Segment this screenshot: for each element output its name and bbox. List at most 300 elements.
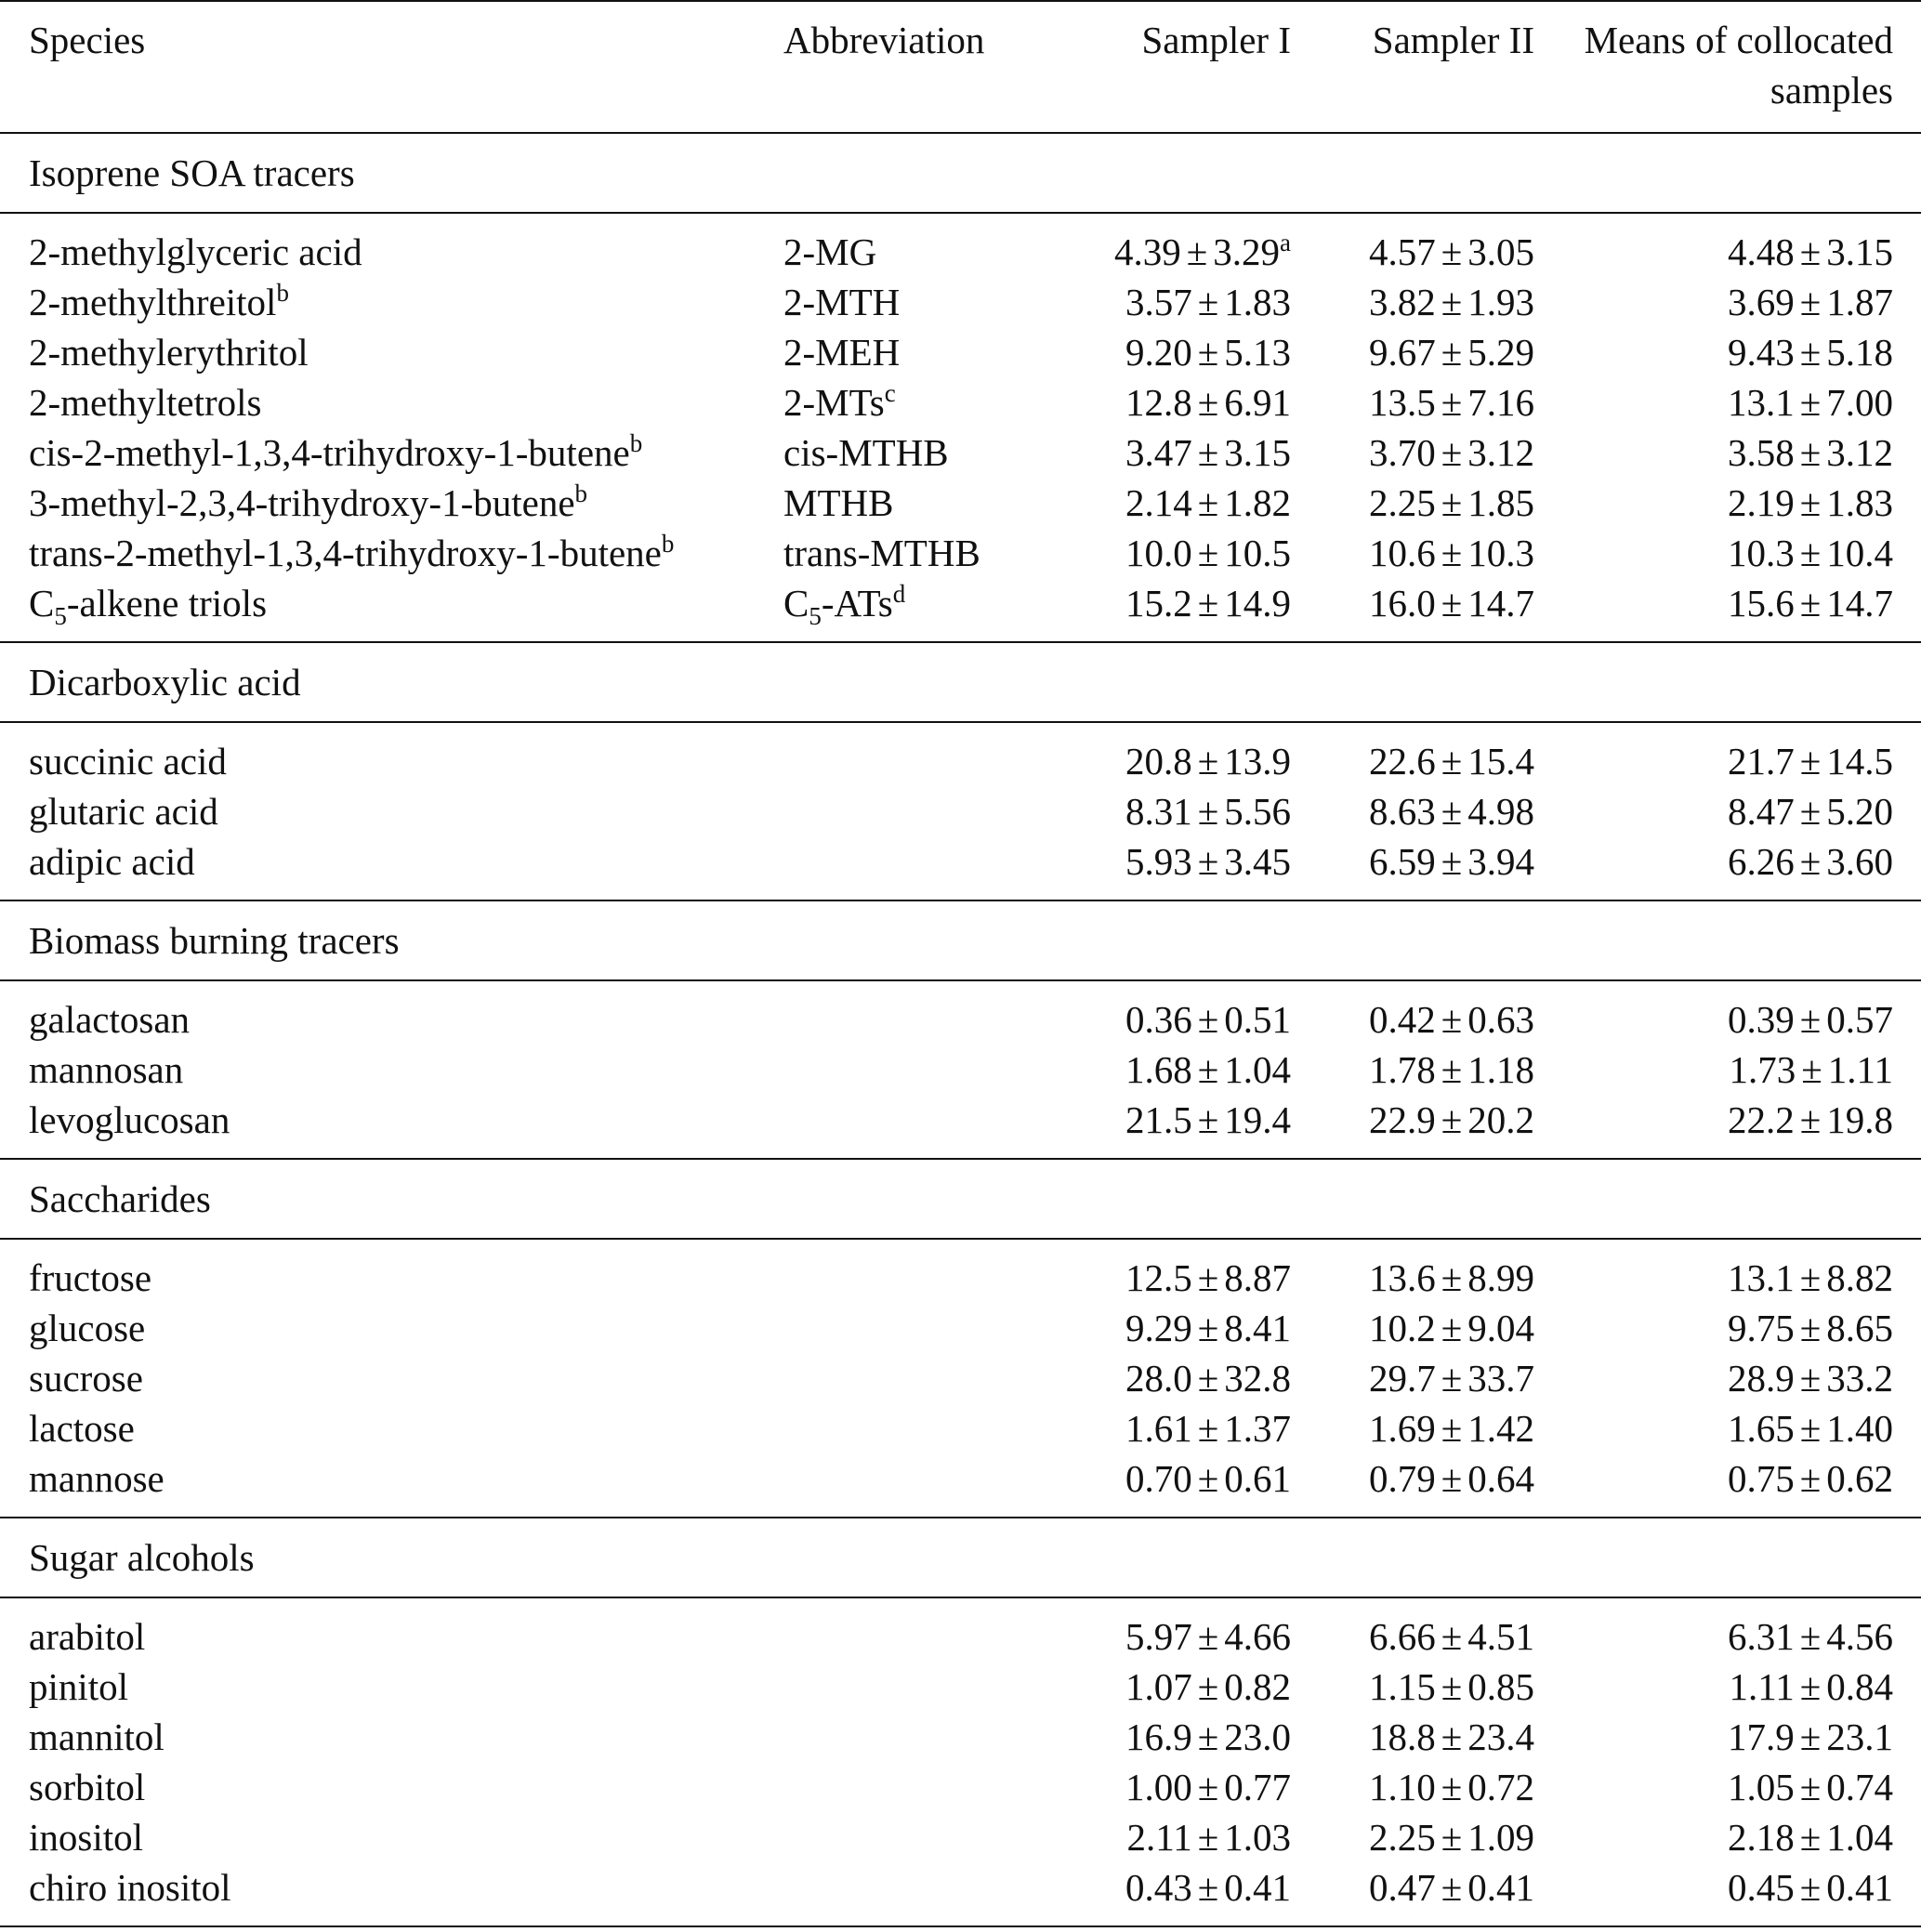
plus-minus-sign: ±: [1799, 1665, 1822, 1708]
sd-value: 5.20: [1826, 790, 1893, 833]
mean-value: 3.69: [1727, 281, 1795, 323]
abbreviation-text: 2-MTs: [783, 381, 885, 424]
sd-value: 1.87: [1826, 281, 1893, 323]
plus-minus-sign: ±: [1799, 840, 1822, 883]
sd-value: 8.41: [1224, 1307, 1291, 1349]
plus-minus-sign: ±: [1197, 582, 1219, 624]
sd-value: 8.65: [1826, 1307, 1893, 1349]
mean-value: 6.59: [1368, 840, 1436, 883]
header-sampler-1: Sampler I: [1016, 1, 1291, 133]
species-cell: [0, 377, 783, 427]
mean-value: 2.18: [1727, 1816, 1795, 1859]
sampler-2-cell: [1291, 1662, 1534, 1712]
plus-minus-sign: ±: [1197, 1715, 1219, 1758]
sampler-2-cell: [1291, 377, 1534, 427]
mean-value: 21.7: [1727, 740, 1795, 782]
abbreviation-cell: [783, 1045, 1016, 1095]
table-row: [0, 1812, 1921, 1862]
mean-value: 10.3: [1727, 532, 1795, 574]
mean-value: 6.66: [1368, 1615, 1436, 1658]
table-row: [0, 1762, 1921, 1812]
sampler-2-cell: [1291, 478, 1534, 528]
mean-value: 8.47: [1727, 790, 1795, 833]
abbreviation-cell: [783, 1353, 1016, 1403]
sd-value: 8.99: [1467, 1256, 1534, 1299]
sampler-1-cell: [1016, 528, 1291, 578]
species-name: 3-methyl-2,3,4-trihydroxy-1-butene: [29, 481, 575, 524]
plus-minus-sign: ±: [1197, 532, 1219, 574]
plus-minus-sign: ±: [1186, 230, 1208, 273]
mean-value: 15.2: [1125, 582, 1192, 624]
sampler-1-cell: [1016, 427, 1291, 478]
mean-value: 18.8: [1368, 1715, 1436, 1758]
sd-value: 4.51: [1467, 1615, 1534, 1658]
abbreviation-cell: [783, 1403, 1016, 1453]
means-cell: [1534, 1453, 1921, 1518]
mean-value: 13.1: [1727, 381, 1795, 424]
species-name: levoglucosan: [29, 1098, 230, 1141]
plus-minus-sign: ±: [1441, 840, 1463, 883]
mean-value: 1.15: [1368, 1665, 1436, 1708]
mean-value: 13.6: [1368, 1256, 1436, 1299]
species-name: arabitol: [29, 1615, 146, 1658]
plus-minus-sign: ±: [1799, 998, 1822, 1041]
mean-value: 3.82: [1368, 281, 1436, 323]
sampler-2-cell: [1291, 980, 1534, 1045]
sd-value: 3.94: [1467, 840, 1534, 883]
plus-minus-sign: ±: [1441, 1665, 1463, 1708]
abbreviation-cell: [783, 478, 1016, 528]
species-cell: [0, 578, 783, 642]
sampler-2-cell: [1291, 1453, 1534, 1518]
plus-minus-sign: ±: [1441, 1357, 1463, 1400]
section-header-row: [0, 1518, 1921, 1597]
sd-value: 14.7: [1826, 582, 1893, 624]
plus-minus-sign: ±: [1441, 1866, 1463, 1909]
means-cell: [1534, 980, 1921, 1045]
species-cell: [0, 277, 783, 327]
sd-value: 3.05: [1467, 230, 1534, 273]
sd-value: 10.3: [1467, 532, 1534, 574]
plus-minus-sign: ±: [1441, 740, 1463, 782]
sd-value: 8.82: [1826, 1256, 1893, 1299]
abbreviation-text: trans-MTHB: [783, 532, 980, 574]
means-cell: [1534, 277, 1921, 327]
species-name: 2-methyltetrols: [29, 381, 262, 424]
sampler-2-cell: [1291, 427, 1534, 478]
section-title: Sugar alcohols: [0, 1518, 1921, 1597]
species-cell: [0, 1453, 783, 1518]
species-subscript: 5: [54, 602, 67, 630]
species-cell: [0, 1812, 783, 1862]
species-cell: [0, 1762, 783, 1812]
abbreviation-cell: [783, 836, 1016, 900]
means-cell: [1534, 836, 1921, 900]
sd-value: 5.13: [1224, 331, 1291, 374]
table-row: [0, 980, 1921, 1045]
table-row: [0, 528, 1921, 578]
plus-minus-sign: ±: [1441, 1048, 1463, 1091]
mean-value: 9.75: [1727, 1307, 1795, 1349]
abbreviation-cell: [783, 1662, 1016, 1712]
table-row: [0, 277, 1921, 327]
plus-minus-sign: ±: [1197, 998, 1219, 1041]
species-name: trans-2-methyl-1,3,4-trihydroxy-1-butene: [29, 532, 662, 574]
species-cell: [0, 1712, 783, 1762]
means-cell: [1534, 1045, 1921, 1095]
sd-value: 5.56: [1224, 790, 1291, 833]
table-row: [0, 1712, 1921, 1762]
sd-value: 7.16: [1467, 381, 1534, 424]
sampler-1-cell: [1016, 277, 1291, 327]
species-name: fructose: [29, 1256, 152, 1299]
species-cell: [0, 1353, 783, 1403]
section-title: Saccharides: [0, 1159, 1921, 1239]
mean-value: 3.47: [1125, 431, 1192, 474]
mean-value: 1.07: [1125, 1665, 1192, 1708]
header-abbreviation: Abbreviation: [783, 1, 1016, 133]
sd-value: 6.91: [1224, 381, 1291, 424]
mean-value: 13.1: [1727, 1256, 1795, 1299]
species-name: mannosan: [29, 1048, 184, 1091]
table-row: [0, 836, 1921, 900]
sd-value: 1.03: [1224, 1816, 1291, 1859]
mean-value: 1.69: [1368, 1407, 1436, 1450]
plus-minus-sign: ±: [1441, 1457, 1463, 1500]
mean-value: 3.58: [1727, 431, 1795, 474]
header-row: [0, 1, 1921, 133]
table-row: [0, 1597, 1921, 1662]
sampler-1-cell: [1016, 1303, 1291, 1353]
sampler-1-cell: [1016, 1353, 1291, 1403]
abbreviation-cell: [783, 1762, 1016, 1812]
means-cell: [1534, 1095, 1921, 1159]
plus-minus-sign: ±: [1799, 431, 1822, 474]
means-cell: [1534, 1762, 1921, 1812]
mean-value: 4.39: [1114, 230, 1181, 273]
sd-value: 0.72: [1467, 1766, 1534, 1808]
means-cell: [1534, 1353, 1921, 1403]
sampler-1-cell: [1016, 578, 1291, 642]
sd-value: 10.5: [1224, 532, 1291, 574]
mean-value: 10.0: [1125, 532, 1192, 574]
species-cell: [0, 722, 783, 786]
mean-value: 0.39: [1727, 998, 1795, 1041]
mean-value: 0.36: [1125, 998, 1192, 1041]
section-header-row: [0, 642, 1921, 722]
sd-value: 23.0: [1224, 1715, 1291, 1758]
plus-minus-sign: ±: [1441, 1307, 1463, 1349]
abbreviation-cell: [783, 1812, 1016, 1862]
footnote-mark: b: [629, 429, 643, 457]
mean-value: 10.6: [1368, 532, 1436, 574]
means-cell: [1534, 1403, 1921, 1453]
species-cell: [0, 1095, 783, 1159]
table-row: [0, 578, 1921, 642]
footnote-mark: b: [574, 480, 588, 507]
species-name: 2-methylglyceric acid: [29, 230, 362, 273]
sampler-2-cell: [1291, 1403, 1534, 1453]
sampler-1-cell: [1016, 1862, 1291, 1926]
mean-value: 16.0: [1368, 582, 1436, 624]
sd-value: 33.2: [1826, 1357, 1893, 1400]
plus-minus-sign: ±: [1799, 1766, 1822, 1808]
sd-value: 13.9: [1224, 740, 1291, 782]
means-cell: [1534, 1812, 1921, 1862]
mean-value: 9.43: [1727, 331, 1795, 374]
abbreviation-cell: [783, 377, 1016, 427]
plus-minus-sign: ±: [1197, 840, 1219, 883]
sd-value: 1.04: [1224, 1048, 1291, 1091]
mean-value: 13.5: [1368, 381, 1436, 424]
plus-minus-sign: ±: [1441, 1816, 1463, 1859]
sampler-1-cell: [1016, 1045, 1291, 1095]
header-species: Species: [0, 1, 783, 133]
abbreviation-cell: [783, 213, 1016, 277]
sampler-2-cell: [1291, 836, 1534, 900]
sd-value: 23.4: [1467, 1715, 1534, 1758]
plus-minus-sign: ±: [1441, 1407, 1463, 1450]
table-row: [0, 722, 1921, 786]
mean-value: 9.29: [1125, 1307, 1192, 1349]
mean-value: 22.9: [1368, 1098, 1436, 1141]
mean-value: 5.97: [1125, 1615, 1192, 1658]
plus-minus-sign: ±: [1799, 1866, 1822, 1909]
mean-value: 9.20: [1125, 331, 1192, 374]
mean-value: 0.70: [1125, 1457, 1192, 1500]
mean-value: 21.5: [1125, 1098, 1192, 1141]
sampler-2-cell: [1291, 1239, 1534, 1303]
plus-minus-sign: ±: [1799, 740, 1822, 782]
species-cell: [0, 1597, 783, 1662]
species-cell: [0, 1303, 783, 1353]
sd-value: 0.63: [1467, 998, 1534, 1041]
mean-value: 1.68: [1125, 1048, 1192, 1091]
species-name: galactosan: [29, 998, 191, 1041]
sampler-1-cell: [1016, 377, 1291, 427]
section-header-row: [0, 133, 1921, 213]
sd-value: 1.18: [1467, 1048, 1534, 1091]
species-name: sucrose: [29, 1357, 143, 1400]
mean-value: 8.63: [1368, 790, 1436, 833]
sd-value: 33.7: [1467, 1357, 1534, 1400]
sd-value: 3.60: [1826, 840, 1893, 883]
sampler-1-cell: [1016, 980, 1291, 1045]
plus-minus-sign: ±: [1197, 1048, 1219, 1091]
plus-minus-sign: ±: [1441, 582, 1463, 624]
header-means-line-1: Means of collocated: [1584, 19, 1893, 61]
sampler-1-cell: [1016, 1762, 1291, 1812]
sd-value: 3.12: [1467, 431, 1534, 474]
sampler-1-cell: [1016, 1239, 1291, 1303]
abbreviation-cell: [783, 427, 1016, 478]
mean-value: 20.8: [1125, 740, 1192, 782]
section-title: Isoprene SOA tracers: [0, 133, 1921, 213]
table-row: [0, 1045, 1921, 1095]
abbreviation-cell: [783, 1239, 1016, 1303]
sampler-1-cell: [1016, 1597, 1291, 1662]
sampler-2-cell: [1291, 327, 1534, 377]
sd-value: 0.74: [1826, 1766, 1893, 1808]
footnote-mark: a: [1280, 229, 1291, 256]
mean-value: 0.45: [1727, 1866, 1795, 1909]
plus-minus-sign: ±: [1197, 1457, 1219, 1500]
sd-value: 1.37: [1224, 1407, 1291, 1450]
table-row: [0, 1862, 1921, 1926]
mean-value: 0.75: [1727, 1457, 1795, 1500]
sd-value: 0.57: [1826, 998, 1893, 1041]
abbreviation-cell: [783, 528, 1016, 578]
mean-value: 1.10: [1368, 1766, 1436, 1808]
plus-minus-sign: ±: [1441, 1256, 1463, 1299]
mean-value: 0.47: [1368, 1866, 1436, 1909]
species-name: 2-methylerythritol: [29, 331, 309, 374]
species-cell: [0, 213, 783, 277]
sampler-1-cell: [1016, 478, 1291, 528]
means-cell: [1534, 1862, 1921, 1926]
sampler-2-cell: [1291, 1762, 1534, 1812]
table-row: [0, 1095, 1921, 1159]
sd-value: 1.82: [1224, 481, 1291, 524]
means-cell: [1534, 1239, 1921, 1303]
sd-value: 0.62: [1826, 1457, 1893, 1500]
sd-value: 5.18: [1826, 331, 1893, 374]
sd-value: 1.11: [1827, 1048, 1893, 1091]
mean-value: 0.43: [1125, 1866, 1192, 1909]
abbreviation-cell: [783, 327, 1016, 377]
sd-value: 14.5: [1826, 740, 1893, 782]
abbreviation-cell: [783, 277, 1016, 327]
means-cell: [1534, 478, 1921, 528]
footnote-mark: c: [884, 379, 896, 407]
sd-value: 0.77: [1224, 1766, 1291, 1808]
plus-minus-sign: ±: [1441, 281, 1463, 323]
means-cell: [1534, 377, 1921, 427]
mean-value: 4.48: [1727, 230, 1795, 273]
footnote-mark: d: [892, 580, 906, 608]
plus-minus-sign: ±: [1799, 1615, 1822, 1658]
mean-value: 10.2: [1368, 1307, 1436, 1349]
plus-minus-sign: ±: [1799, 1098, 1822, 1141]
sd-value: 4.98: [1467, 790, 1534, 833]
mean-value: 2.25: [1368, 481, 1436, 524]
mean-value: 28.0: [1125, 1357, 1192, 1400]
plus-minus-sign: ±: [1799, 532, 1822, 574]
species-cell: [0, 1403, 783, 1453]
plus-minus-sign: ±: [1441, 1715, 1463, 1758]
species-name: succinic acid: [29, 740, 227, 782]
table-row: [0, 478, 1921, 528]
table-row: [0, 1303, 1921, 1353]
abbreviation-text: -ATs: [821, 582, 893, 624]
means-cell: [1534, 722, 1921, 786]
sd-value: 5.29: [1467, 331, 1534, 374]
abbreviation-cell: [783, 722, 1016, 786]
mean-value: 2.25: [1368, 1816, 1436, 1859]
sd-value: 0.61: [1224, 1457, 1291, 1500]
plus-minus-sign: ±: [1197, 1256, 1219, 1299]
mean-value: 12.5: [1125, 1256, 1192, 1299]
sd-value: 1.93: [1467, 281, 1534, 323]
mean-value: 6.26: [1727, 840, 1795, 883]
species-cell: [0, 786, 783, 836]
table-body: [0, 133, 1921, 1926]
species-name: adipic acid: [29, 840, 195, 883]
abbreviation-text: 2-MG: [783, 230, 877, 273]
sd-value: 23.1: [1826, 1715, 1893, 1758]
plus-minus-sign: ±: [1441, 431, 1463, 474]
plus-minus-sign: ±: [1799, 1816, 1822, 1859]
sampler-2-cell: [1291, 1812, 1534, 1862]
sd-value: 3.45: [1224, 840, 1291, 883]
plus-minus-sign: ±: [1197, 1766, 1219, 1808]
species-cell: [0, 427, 783, 478]
sd-value: 0.85: [1467, 1665, 1534, 1708]
sd-value: 3.15: [1826, 230, 1893, 273]
sd-value: 14.7: [1467, 582, 1534, 624]
sampler-2-cell: [1291, 277, 1534, 327]
mean-value: 1.73: [1729, 1048, 1796, 1091]
plus-minus-sign: ±: [1197, 1816, 1219, 1859]
plus-minus-sign: ±: [1799, 790, 1822, 833]
means-cell: [1534, 1662, 1921, 1712]
sd-value: 1.40: [1826, 1407, 1893, 1450]
sd-value: 15.4: [1467, 740, 1534, 782]
plus-minus-sign: ±: [1799, 582, 1822, 624]
species-cell: [0, 1662, 783, 1712]
plus-minus-sign: ±: [1441, 998, 1463, 1041]
plus-minus-sign: ±: [1441, 532, 1463, 574]
sampler-2-cell: [1291, 1353, 1534, 1403]
plus-minus-sign: ±: [1197, 740, 1219, 782]
plus-minus-sign: ±: [1197, 1615, 1219, 1658]
mean-value: 22.2: [1727, 1098, 1795, 1141]
plus-minus-sign: ±: [1441, 230, 1463, 273]
sd-value: 1.83: [1224, 281, 1291, 323]
plus-minus-sign: ±: [1197, 481, 1219, 524]
plus-minus-sign: ±: [1799, 281, 1822, 323]
species-name: chiro inositol: [29, 1866, 231, 1909]
mean-value: 15.6: [1727, 582, 1795, 624]
sd-value: 10.4: [1826, 532, 1893, 574]
species-name: glucose: [29, 1307, 146, 1349]
species-cell: [0, 1239, 783, 1303]
plus-minus-sign: ±: [1441, 1098, 1463, 1141]
mean-value: 16.9: [1125, 1715, 1192, 1758]
mean-value: 8.31: [1125, 790, 1192, 833]
sd-value: 19.8: [1826, 1098, 1893, 1141]
species-cell: [0, 528, 783, 578]
mean-value: 3.70: [1368, 431, 1436, 474]
table-row: [0, 1662, 1921, 1712]
abbreviation-cell: [783, 1453, 1016, 1518]
sampler-1-cell: [1016, 327, 1291, 377]
table-header: [0, 1, 1921, 133]
sampler-2-cell: [1291, 213, 1534, 277]
table-row: [0, 1453, 1921, 1518]
sd-value: 19.4: [1224, 1098, 1291, 1141]
sd-value: 0.82: [1224, 1665, 1291, 1708]
plus-minus-sign: ±: [1799, 1715, 1822, 1758]
table-row: [0, 427, 1921, 478]
abbreviation-text: 2-MEH: [783, 331, 901, 374]
abbreviation-text: cis-MTHB: [783, 431, 949, 474]
species-cell: [0, 1862, 783, 1926]
table-row: [0, 213, 1921, 277]
plus-minus-sign: ±: [1799, 1407, 1822, 1450]
species-prefix: C: [29, 582, 55, 624]
table-row: [0, 1353, 1921, 1403]
